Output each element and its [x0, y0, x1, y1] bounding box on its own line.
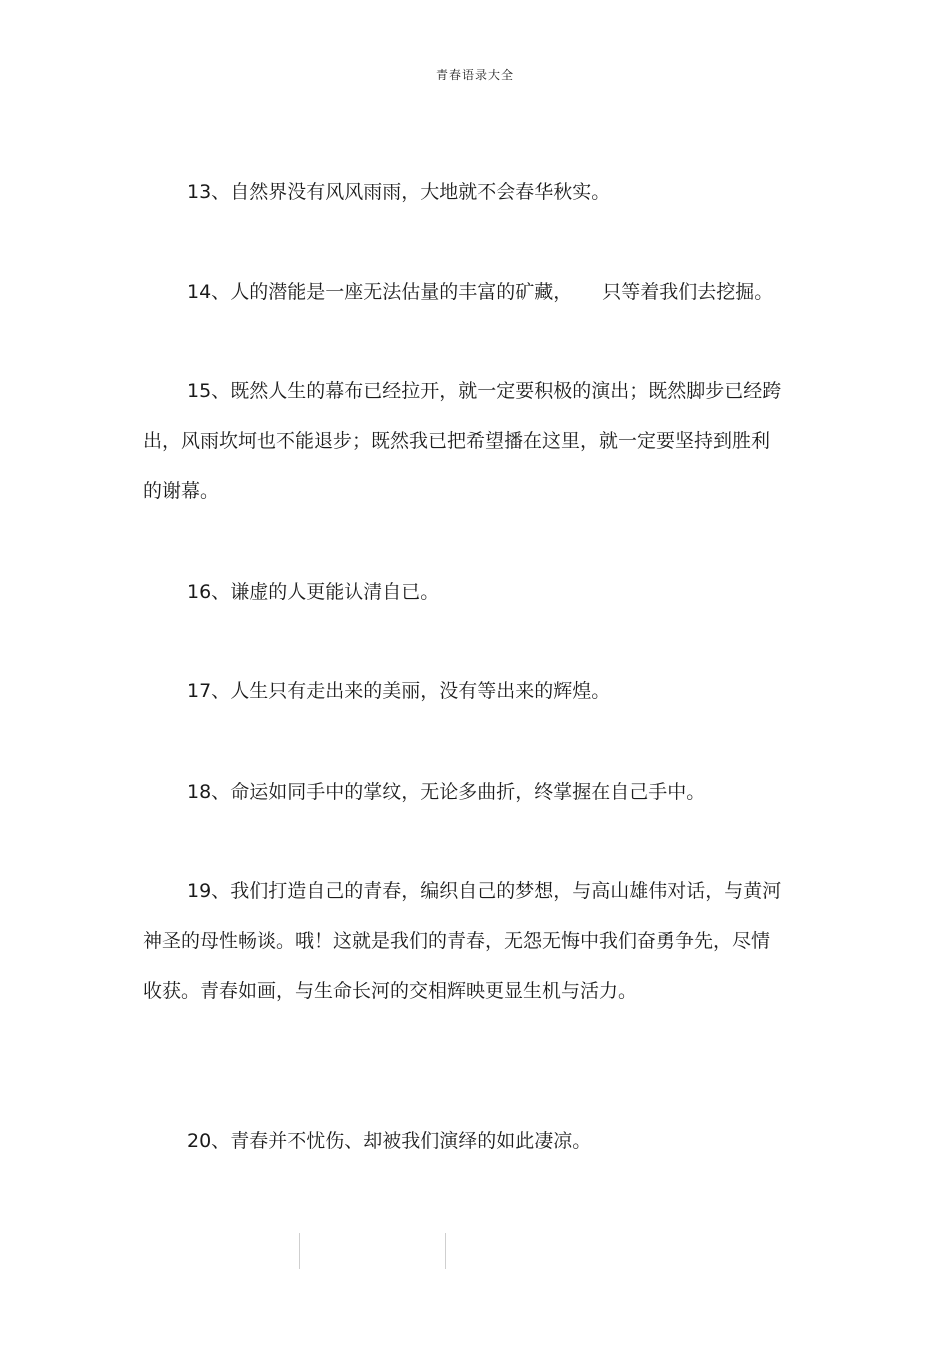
quote-text: 既然人生的幕布已经拉开，就一定要积极的演出；既然脚步已经跨出，风雨坎坷也不能退步；既然我已把希望播在这里，就一定要坚持到胜利的谢幕。 — [143, 380, 782, 502]
quote-20 — [143, 1116, 783, 1166]
quote-text: 命运如同手中的掌纹，无论多曲折，终掌握在自己手中。 — [230, 781, 706, 803]
quote-text: 自然界没有风风雨雨，大地就不会春华秋实。 — [230, 181, 611, 203]
page-header: 青春语录大全 — [435, 68, 514, 82]
quote-number: 18、 — [187, 781, 231, 803]
quote-13 — [143, 167, 783, 217]
quote-number: 19、 — [187, 880, 231, 902]
footer-divider — [299, 1233, 300, 1269]
quote-18 — [143, 767, 783, 817]
quote-text: 我们打造自己的青春，编织自己的梦想，与高山雄伟对话，与黄河神圣的母性畅谈。哦！这就是我们的青春，无怨无悔中我们奋勇争先，尽情收获。青春如画，与生命长河的交相辉映更显生机与活力。 — [143, 880, 782, 1002]
quote-17 — [143, 666, 783, 716]
quote-number: 14、 — [187, 281, 231, 303]
quote-19 — [143, 866, 783, 1016]
quote-number: 20、 — [187, 1130, 231, 1152]
quote-text: 青春并不忧伤、却被我们演绎的如此凄凉。 — [230, 1130, 592, 1152]
quote-number: 15、 — [187, 380, 231, 402]
footer-divider — [445, 1233, 446, 1269]
quote-text: 人生只有走出来的美丽，没有等出来的辉煌。 — [230, 680, 611, 702]
quote-number: 13、 — [187, 181, 231, 203]
quote-text: 人的潜能是一座无法估量的丰富的矿藏， — [230, 281, 573, 303]
quote-text-continued: 只等着我们去挖掘。 — [602, 281, 774, 303]
quote-16 — [143, 567, 783, 617]
quote-15 — [143, 366, 783, 516]
quote-number: 16、 — [187, 581, 231, 603]
quote-14 — [143, 267, 783, 317]
quote-number: 17、 — [187, 680, 231, 702]
quote-text: 谦虚的人更能认清自已。 — [230, 581, 440, 603]
